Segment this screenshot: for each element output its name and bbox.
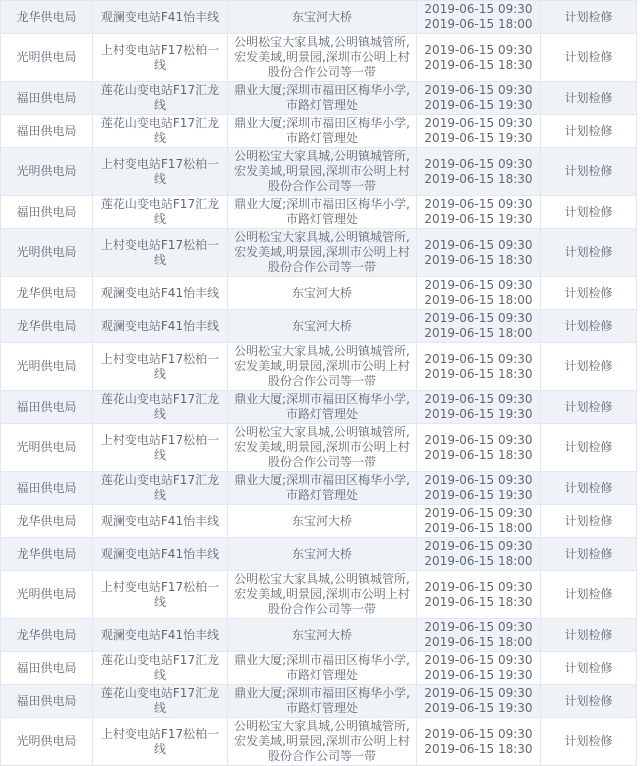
time-end: 2019-06-15 18:00 bbox=[424, 521, 533, 535]
time-end: 2019-06-15 19:30 bbox=[424, 407, 533, 421]
area-cell: 东宝河大桥 bbox=[228, 538, 417, 570]
status-cell: 计划检修 bbox=[541, 310, 637, 342]
time-start: 2019-06-15 09:30 bbox=[424, 197, 533, 211]
table-row bbox=[1, 229, 637, 277]
bureau-cell: 龙华供电局 bbox=[1, 1, 93, 33]
time-end: 2019-06-15 18:30 bbox=[424, 171, 533, 186]
status-cell: 计划检修 bbox=[541, 472, 637, 504]
area-cell: 公明松宝大家具城,公明镇城管所,宏发美域,明景园,深圳市公明上村股份合作公司等一带 bbox=[228, 571, 417, 618]
time-cell bbox=[417, 343, 541, 390]
bureau-cell: 福田供电局 bbox=[1, 685, 93, 717]
time-end: 2019-06-15 18:00 bbox=[424, 17, 533, 31]
table-row bbox=[1, 685, 637, 718]
bureau-cell: 福田供电局 bbox=[1, 115, 93, 147]
table-row bbox=[1, 652, 637, 685]
time-start: 2019-06-15 09:30 bbox=[424, 311, 533, 325]
time-end: 2019-06-15 19:30 bbox=[424, 488, 533, 502]
line-cell: 莲花山变电站F17汇龙线 bbox=[93, 115, 228, 147]
time-start: 2019-06-15 09:30 bbox=[424, 620, 533, 634]
time-start: 2019-06-15 09:30 bbox=[424, 653, 533, 667]
time-end: 2019-06-15 18:00 bbox=[424, 635, 533, 649]
time-start: 2019-06-15 09:30 bbox=[424, 237, 533, 252]
bureau-cell: 龙华供电局 bbox=[1, 505, 93, 537]
time-end: 2019-06-15 18:00 bbox=[424, 326, 533, 340]
time-end: 2019-06-15 19:30 bbox=[424, 98, 533, 112]
time-start: 2019-06-15 09:30 bbox=[424, 539, 533, 553]
line-cell: 上村变电站F17松柏一线 bbox=[93, 148, 228, 195]
bureau-cell: 福田供电局 bbox=[1, 82, 93, 114]
status-cell: 计划检修 bbox=[541, 277, 637, 309]
line-cell: 上村变电站F17松柏一线 bbox=[93, 229, 228, 276]
time-start: 2019-06-15 09:30 bbox=[424, 579, 533, 594]
time-start: 2019-06-15 09:30 bbox=[424, 686, 533, 700]
bureau-cell: 光明供电局 bbox=[1, 229, 93, 276]
table-row bbox=[1, 82, 637, 115]
status-cell: 计划检修 bbox=[541, 685, 637, 717]
area-cell: 公明松宝大家具城,公明镇城管所,宏发美域,明景园,深圳市公明上村股份合作公司等一带 bbox=[228, 343, 417, 390]
table-row bbox=[1, 277, 637, 310]
area-cell: 鼎业大厦;深圳市福田区梅华小学,市路灯管理处 bbox=[228, 391, 417, 423]
table-row bbox=[1, 115, 637, 148]
time-cell bbox=[417, 229, 541, 276]
line-cell: 莲花山变电站F17汇龙线 bbox=[93, 652, 228, 684]
time-end: 2019-06-15 18:30 bbox=[424, 252, 533, 267]
table-row bbox=[1, 505, 637, 538]
status-cell: 计划检修 bbox=[541, 571, 637, 618]
table-row bbox=[1, 538, 637, 571]
table-row bbox=[1, 196, 637, 229]
area-cell: 公明松宝大家具城,公明镇城管所,宏发美域,明景园,深圳市公明上村股份合作公司等一带 bbox=[228, 718, 417, 765]
bureau-cell: 光明供电局 bbox=[1, 718, 93, 765]
area-cell: 东宝河大桥 bbox=[228, 505, 417, 537]
status-cell: 计划检修 bbox=[541, 148, 637, 195]
time-end: 2019-06-15 19:30 bbox=[424, 701, 533, 715]
time-end: 2019-06-15 18:30 bbox=[424, 741, 533, 756]
time-start: 2019-06-15 09:30 bbox=[424, 116, 533, 130]
status-cell: 计划检修 bbox=[541, 718, 637, 765]
bureau-cell: 福田供电局 bbox=[1, 652, 93, 684]
table-row bbox=[1, 148, 637, 196]
line-cell: 上村变电站F17松柏一线 bbox=[93, 718, 228, 765]
time-cell bbox=[417, 571, 541, 618]
time-start: 2019-06-15 09:30 bbox=[424, 506, 533, 520]
status-cell: 计划检修 bbox=[541, 229, 637, 276]
status-cell: 计划检修 bbox=[541, 343, 637, 390]
time-cell bbox=[417, 34, 541, 81]
status-cell: 计划检修 bbox=[541, 82, 637, 114]
time-start: 2019-06-15 09:30 bbox=[424, 2, 533, 16]
bureau-cell: 福田供电局 bbox=[1, 196, 93, 228]
time-cell bbox=[417, 538, 541, 570]
table-row bbox=[1, 424, 637, 472]
status-cell: 计划检修 bbox=[541, 196, 637, 228]
area-cell: 鼎业大厦;深圳市福田区梅华小学,市路灯管理处 bbox=[228, 115, 417, 147]
table-row bbox=[1, 619, 637, 652]
time-cell bbox=[417, 685, 541, 717]
status-cell: 计划检修 bbox=[541, 391, 637, 423]
area-cell: 东宝河大桥 bbox=[228, 277, 417, 309]
line-cell: 上村变电站F17松柏一线 bbox=[93, 34, 228, 81]
line-cell: 观澜变电站F41怡丰线 bbox=[93, 505, 228, 537]
table-row bbox=[1, 391, 637, 424]
time-start: 2019-06-15 09:30 bbox=[424, 351, 533, 366]
time-cell bbox=[417, 718, 541, 765]
area-cell: 公明松宝大家具城,公明镇城管所,宏发美域,明景园,深圳市公明上村股份合作公司等一带 bbox=[228, 34, 417, 81]
table-row bbox=[1, 310, 637, 343]
time-cell bbox=[417, 277, 541, 309]
status-cell: 计划检修 bbox=[541, 505, 637, 537]
time-end: 2019-06-15 18:00 bbox=[424, 554, 533, 568]
time-cell bbox=[417, 310, 541, 342]
time-cell bbox=[417, 505, 541, 537]
status-cell: 计划检修 bbox=[541, 1, 637, 33]
time-cell bbox=[417, 472, 541, 504]
line-cell: 观澜变电站F41怡丰线 bbox=[93, 277, 228, 309]
bureau-cell: 龙华供电局 bbox=[1, 538, 93, 570]
table-row bbox=[1, 718, 637, 766]
line-cell: 莲花山变电站F17汇龙线 bbox=[93, 196, 228, 228]
area-cell: 公明松宝大家具城,公明镇城管所,宏发美域,明景园,深圳市公明上村股份合作公司等一带 bbox=[228, 148, 417, 195]
time-cell bbox=[417, 148, 541, 195]
line-cell: 莲花山变电站F17汇龙线 bbox=[93, 391, 228, 423]
line-cell: 莲花山变电站F17汇龙线 bbox=[93, 472, 228, 504]
status-cell: 计划检修 bbox=[541, 652, 637, 684]
table-row bbox=[1, 1, 637, 34]
status-cell: 计划检修 bbox=[541, 34, 637, 81]
time-start: 2019-06-15 09:30 bbox=[424, 473, 533, 487]
bureau-cell: 龙华供电局 bbox=[1, 310, 93, 342]
line-cell: 莲花山变电站F17汇龙线 bbox=[93, 685, 228, 717]
area-cell: 东宝河大桥 bbox=[228, 310, 417, 342]
time-end: 2019-06-15 18:30 bbox=[424, 366, 533, 381]
line-cell: 莲花山变电站F17汇龙线 bbox=[93, 82, 228, 114]
time-cell bbox=[417, 82, 541, 114]
time-end: 2019-06-15 19:30 bbox=[424, 131, 533, 145]
area-cell: 鼎业大厦;深圳市福田区梅华小学,市路灯管理处 bbox=[228, 196, 417, 228]
time-cell bbox=[417, 391, 541, 423]
time-start: 2019-06-15 09:30 bbox=[424, 42, 533, 57]
area-cell: 鼎业大厦;深圳市福田区梅华小学,市路灯管理处 bbox=[228, 82, 417, 114]
line-cell: 上村变电站F17松柏一线 bbox=[93, 343, 228, 390]
bureau-cell: 龙华供电局 bbox=[1, 277, 93, 309]
bureau-cell: 福田供电局 bbox=[1, 391, 93, 423]
bureau-cell: 光明供电局 bbox=[1, 571, 93, 618]
bureau-cell: 福田供电局 bbox=[1, 472, 93, 504]
time-start: 2019-06-15 09:30 bbox=[424, 392, 533, 406]
bureau-cell: 龙华供电局 bbox=[1, 619, 93, 651]
time-end: 2019-06-15 18:30 bbox=[424, 57, 533, 72]
area-cell: 鼎业大厦;深圳市福田区梅华小学,市路灯管理处 bbox=[228, 685, 417, 717]
time-cell bbox=[417, 424, 541, 471]
bureau-cell: 光明供电局 bbox=[1, 148, 93, 195]
time-cell bbox=[417, 1, 541, 33]
table-row bbox=[1, 571, 637, 619]
status-cell: 计划检修 bbox=[541, 115, 637, 147]
status-cell: 计划检修 bbox=[541, 538, 637, 570]
time-start: 2019-06-15 09:30 bbox=[424, 278, 533, 292]
time-cell bbox=[417, 115, 541, 147]
time-start: 2019-06-15 09:30 bbox=[424, 83, 533, 97]
time-cell bbox=[417, 196, 541, 228]
time-end: 2019-06-15 18:30 bbox=[424, 447, 533, 462]
line-cell: 观澜变电站F41怡丰线 bbox=[93, 1, 228, 33]
area-cell: 东宝河大桥 bbox=[228, 619, 417, 651]
time-end: 2019-06-15 18:30 bbox=[424, 594, 533, 609]
time-end: 2019-06-15 19:30 bbox=[424, 212, 533, 226]
area-cell: 鼎业大厦;深圳市福田区梅华小学,市路灯管理处 bbox=[228, 472, 417, 504]
line-cell: 观澜变电站F41怡丰线 bbox=[93, 310, 228, 342]
time-cell bbox=[417, 619, 541, 651]
time-start: 2019-06-15 09:30 bbox=[424, 156, 533, 171]
time-start: 2019-06-15 09:30 bbox=[424, 726, 533, 741]
status-cell: 计划检修 bbox=[541, 424, 637, 471]
area-cell: 公明松宝大家具城,公明镇城管所,宏发美域,明景园,深圳市公明上村股份合作公司等一带 bbox=[228, 229, 417, 276]
time-cell bbox=[417, 652, 541, 684]
table-row bbox=[1, 34, 637, 82]
bureau-cell: 光明供电局 bbox=[1, 34, 93, 81]
line-cell: 观澜变电站F41怡丰线 bbox=[93, 538, 228, 570]
time-end: 2019-06-15 18:00 bbox=[424, 293, 533, 307]
area-cell: 鼎业大厦;深圳市福田区梅华小学,市路灯管理处 bbox=[228, 652, 417, 684]
table-row bbox=[1, 472, 637, 505]
area-cell: 公明松宝大家具城,公明镇城管所,宏发美域,明景园,深圳市公明上村股份合作公司等一带 bbox=[228, 424, 417, 471]
line-cell: 观澜变电站F41怡丰线 bbox=[93, 619, 228, 651]
bureau-cell: 光明供电局 bbox=[1, 424, 93, 471]
status-cell: 计划检修 bbox=[541, 619, 637, 651]
bureau-cell: 光明供电局 bbox=[1, 343, 93, 390]
time-start: 2019-06-15 09:30 bbox=[424, 432, 533, 447]
line-cell: 上村变电站F17松柏一线 bbox=[93, 571, 228, 618]
area-cell: 东宝河大桥 bbox=[228, 1, 417, 33]
time-end: 2019-06-15 19:30 bbox=[424, 668, 533, 682]
table-row bbox=[1, 343, 637, 391]
line-cell: 上村变电站F17松柏一线 bbox=[93, 424, 228, 471]
